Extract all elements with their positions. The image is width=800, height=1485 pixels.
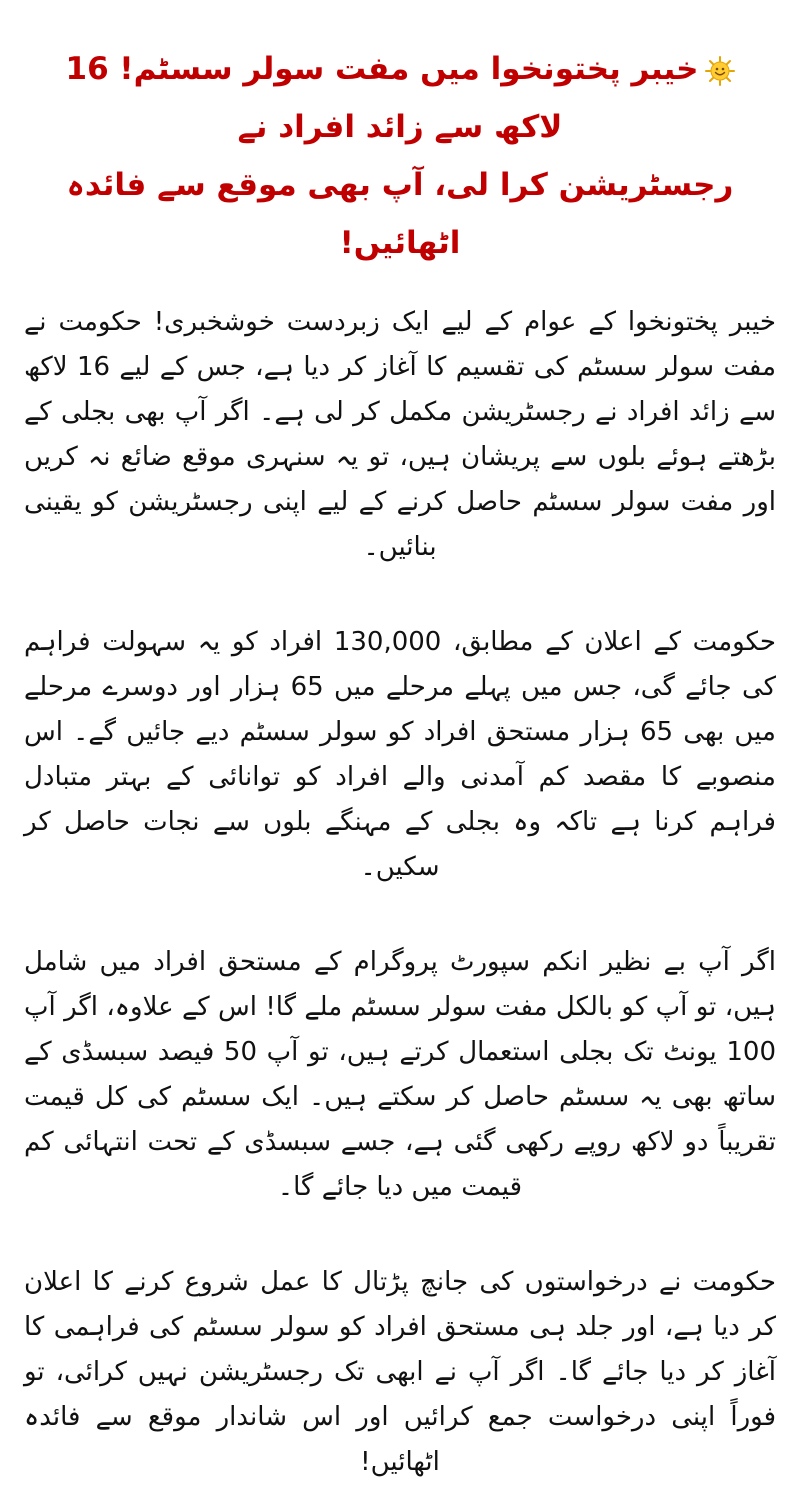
paragraph-spacer xyxy=(24,1210,776,1260)
paragraph-spacer xyxy=(24,890,776,940)
sun-emoji-icon xyxy=(705,56,735,86)
headline-text-1: خیبر پختونخوا میں مفت سولر سسٹم! 16 لاکھ سے زائد افراد نے xyxy=(65,51,699,145)
headline-line-1 xyxy=(44,40,756,156)
paragraph-call-to-action: حکومت نے درخواستوں کی جانچ پڑتال کا عمل شروع کرنے کا اعلان کر دیا ہے، اور جلد ہی مستحق افراد کو سولر سسٹم کی فراہمی کا آغاز کر دیا جائے گا۔ اگر آپ نے ابھی تک رجسٹریشن نہیں کرائی، تو فوراً اپنی درخواست جمع کرائیں اور اس شاندار موقع سے فائدہ اٹھائیں! xyxy=(24,1267,776,1477)
paragraph-eligibility: اگر آپ بے نظیر انکم سپورٹ پروگرام کے مستحق افراد میں شامل ہیں، تو آپ کو بالکل مفت سولر سسٹم ملے گا! اس کے علاوہ، اگر آپ 100 یونٹ تک بجلی استعمال کرتے ہیں، تو آپ 50 فیصد سبسڈی کے ساتھ بھی یہ سسٹم حاصل کر سکتے ہیں۔ ایک سسٹم کی کل قیمت تقریباً دو لاکھ روپے رکھی گئی ہے، جسے سبسڈی کے تحت انتہائی کم قیمت میں دیا جائے گا۔ xyxy=(24,947,776,1202)
article-headline xyxy=(44,40,756,272)
paragraph-distribution: حکومت کے اعلان کے مطابق، 130,000 افراد کو یہ سہولت فراہم کی جائے گی، جس میں پہلے مرحلے میں 65 ہزار اور دوسرے مرحلے میں بھی 65 ہزار مستحق افراد کو سولر سسٹم دیے جائیں گے۔ اس منصوبے کا مقصد کم آمدنی والے افراد کو توانائی کے بہتر متبادل فراہم کرنا ہے تاکہ وہ بجلی کے مہنگے بلوں سے نجات حاصل کر سکیں۔ xyxy=(24,627,777,882)
paragraph-spacer xyxy=(24,570,776,620)
headline-line-2: رجسٹریشن کرا لی، آپ بھی موقع سے فائدہ اٹھائیں! xyxy=(66,167,734,261)
paragraph-intro: خیبر پختونخوا کے عوام کے لیے ایک زبردست خوشخبری! حکومت نے مفت سولر سسٹم کی تقسیم کا آغاز کر دیا ہے، جس کے لیے 16 لاکھ سے زائد افراد نے رجسٹریشن مکمل کر لی ہے۔ اگر آپ بھی بجلی کے بڑھتے ہوئے بلوں سے پریشان ہیں، تو یہ سنہری موقع ضائع نہ کریں اور مفت سولر سسٹم حاصل کرنے کے لیے اپنی رجسٹریشن کو یقینی بنائیں۔ xyxy=(24,307,776,562)
